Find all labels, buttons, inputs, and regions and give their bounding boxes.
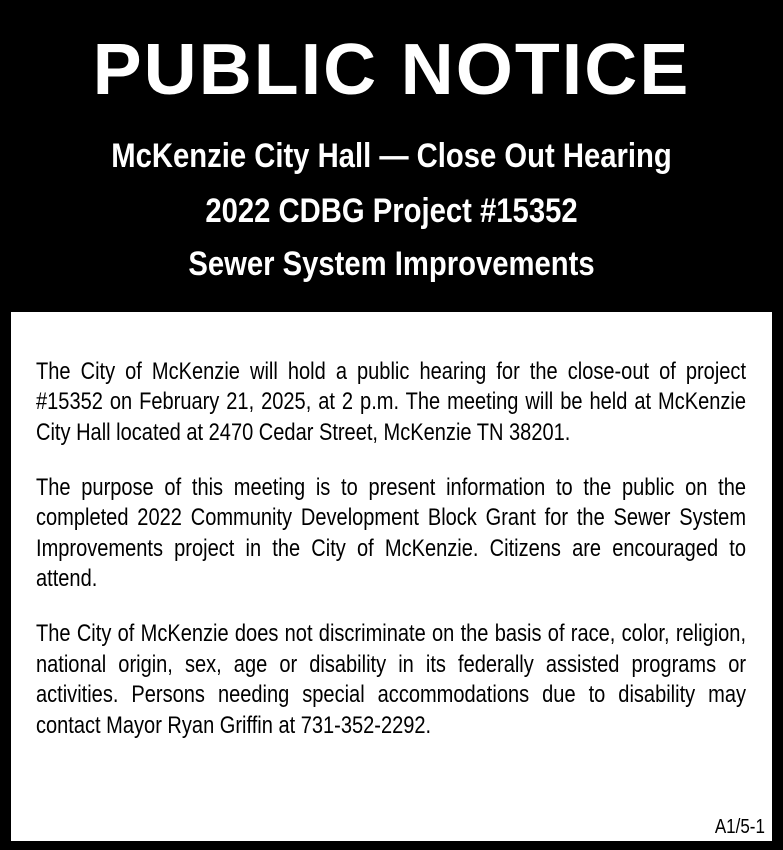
subtitle-hearing: McKenzie City Hall — Close Out Hearing [111,137,672,175]
paragraph-purpose: The purpose of this meeting is to present information to the public on the completed 2022 Community Development Block Grant for the Sewer System Improvements project in the City of McKenzie. Citizens are encouraged to attend. [36,473,747,592]
notice-header [0,0,783,312]
subtitle-improvements: Sewer System Improvements [188,245,595,283]
subtitle-project: 2022 CDBG Project #15352 [205,192,578,230]
paragraph-nondiscrimination: The City of McKenzie does not discriminate on the basis of race, color, religion, national origin, sex, age or disability in its federally assisted programs or activities. Persons needing special accommodations due to disability may contact Mayor Ryan Griffin at 731-352-2292. [36,620,747,739]
paragraph-hearing-details: The City of McKenzie will hold a public hearing for the close-out of project #15352 on February 21, 2025, at 2 p.m. The meeting will be held at McKenzie City Hall located at 2470 Cedar Street, McKenzie TN 38201. [36,357,747,446]
notice-body [11,312,772,841]
notice-title: PUBLIC NOTICE [92,30,691,110]
ad-code: A1/5-1 [714,816,765,838]
